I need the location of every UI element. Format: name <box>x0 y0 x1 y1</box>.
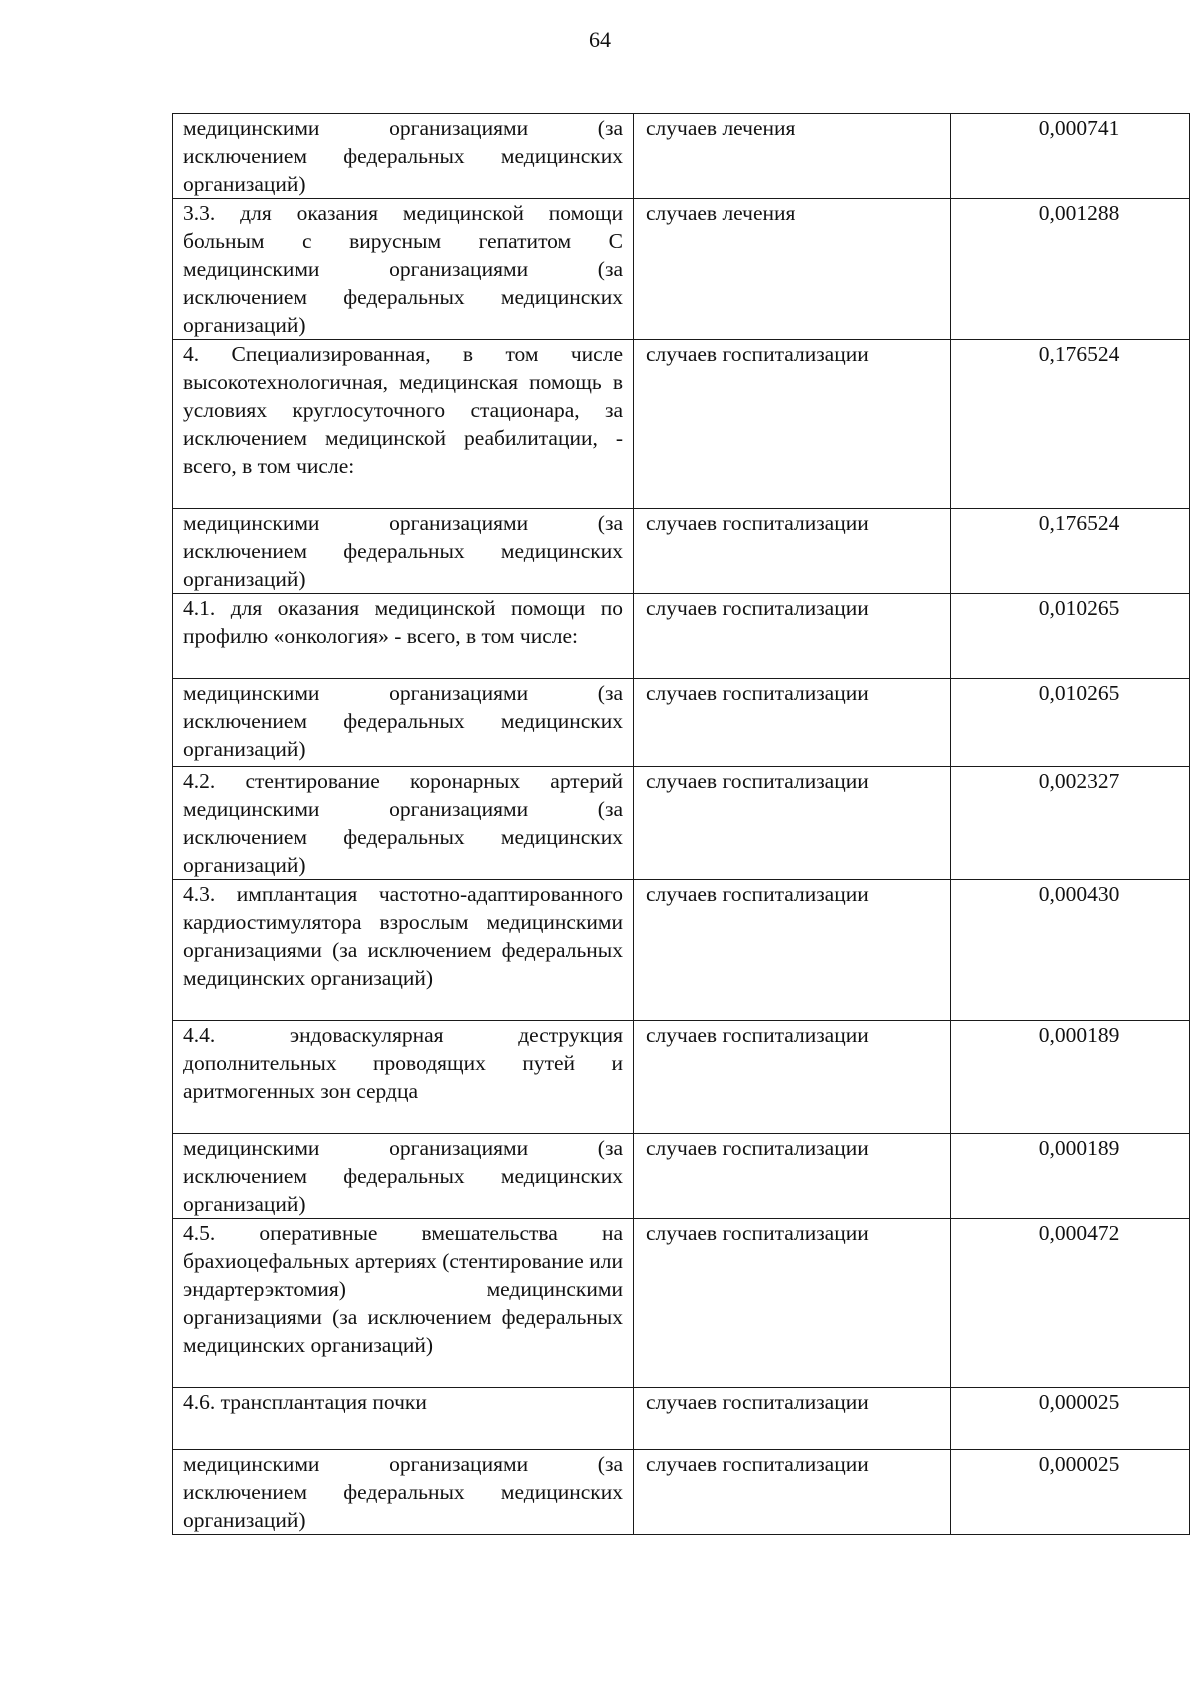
row-description: 4.5. оперативные вмешательства на брахиоцефальных артериях (стентирование или эндартерэктомия) медицинскими организациями (за исключением федеральных медицинских организаций) <box>173 1219 634 1388</box>
row-description: 3.3. для оказания медицинской помощи больным с вирусным гепатитом С медицинскими организациями (за исключением федеральных медицинских организаций) <box>173 199 634 340</box>
row-value: 0,010265 <box>951 679 1190 767</box>
row-value: 0,000430 <box>951 880 1190 1021</box>
row-unit: случаев госпитализации <box>634 679 951 767</box>
row-value: 0,001288 <box>951 199 1190 340</box>
row-unit: случаев госпитализации <box>634 1219 951 1388</box>
row-value: 0,000472 <box>951 1219 1190 1388</box>
page-number: 64 <box>589 27 611 52</box>
row-unit: случаев лечения <box>634 114 951 199</box>
table-row <box>173 1388 1190 1450</box>
row-description: 4. Специализированная, в том числе высокотехнологичная, медицинская помощь в условиях круглосуточного стационара, за исключением медицинской реабилитации, - всего, в том числе: <box>173 340 634 509</box>
table-row <box>173 1450 1190 1535</box>
norms-table-body <box>173 114 1190 1535</box>
table-row <box>173 679 1190 767</box>
table-row <box>173 199 1190 340</box>
row-value: 0,176524 <box>951 340 1190 509</box>
row-description: медицинскими организациями (за исключением федеральных медицинских организаций) <box>173 679 634 767</box>
row-description: 4.2. стентирование коронарных артерий медицинскими организациями (за исключением федеральных медицинских организаций) <box>173 767 634 880</box>
row-value: 0,000741 <box>951 114 1190 199</box>
row-unit: случаев госпитализации <box>634 1388 951 1450</box>
table-row <box>173 1134 1190 1219</box>
table-row <box>173 1021 1190 1134</box>
row-value: 0,176524 <box>951 509 1190 594</box>
row-unit: случаев госпитализации <box>634 1021 951 1134</box>
table-row <box>173 1219 1190 1388</box>
row-value: 0,002327 <box>951 767 1190 880</box>
row-value: 0,000189 <box>951 1134 1190 1219</box>
row-description: медицинскими организациями (за исключением федеральных медицинских организаций) <box>173 509 634 594</box>
row-description: 4.1. для оказания медицинской помощи по профилю «онкология» - всего, в том числе: <box>173 594 634 679</box>
row-value: 0,010265 <box>951 594 1190 679</box>
row-description: 4.6. трансплантация почки <box>173 1388 634 1450</box>
row-unit: случаев госпитализации <box>634 594 951 679</box>
row-description: 4.4. эндоваскулярная деструкция дополнительных проводящих путей и аритмогенных зон сердца <box>173 1021 634 1134</box>
table-row <box>173 594 1190 679</box>
row-unit: случаев госпитализации <box>634 1450 951 1535</box>
row-unit: случаев госпитализации <box>634 1134 951 1219</box>
table-row <box>173 767 1190 880</box>
row-unit: случаев госпитализации <box>634 767 951 880</box>
table-row <box>173 509 1190 594</box>
row-description: 4.3. имплантация частотно-адаптированного кардиостимулятора взрослым медицинскими организациями (за исключением федеральных медицинских организаций) <box>173 880 634 1021</box>
row-unit: случаев госпитализации <box>634 509 951 594</box>
norms-table <box>172 113 1190 1535</box>
row-description: медицинскими организациями (за исключением федеральных медицинских организаций) <box>173 1134 634 1219</box>
row-unit: случаев лечения <box>634 199 951 340</box>
table-row <box>173 880 1190 1021</box>
row-unit: случаев госпитализации <box>634 340 951 509</box>
table-row <box>173 340 1190 509</box>
row-value: 0,000189 <box>951 1021 1190 1134</box>
table-row <box>173 114 1190 199</box>
row-unit: случаев госпитализации <box>634 880 951 1021</box>
row-description: медицинскими организациями (за исключением федеральных медицинских организаций) <box>173 1450 634 1535</box>
row-description: медицинскими организациями (за исключением федеральных медицинских организаций) <box>173 114 634 199</box>
row-value: 0,000025 <box>951 1388 1190 1450</box>
row-value: 0,000025 <box>951 1450 1190 1535</box>
